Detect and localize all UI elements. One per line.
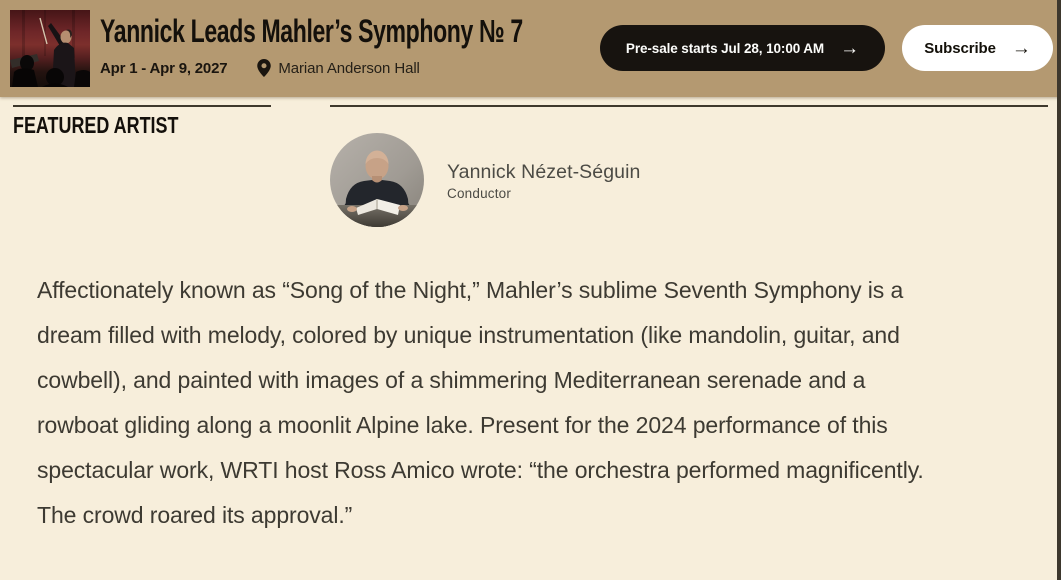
window-edge xyxy=(1057,0,1061,580)
conductor-photo-thumbnail xyxy=(10,10,90,87)
arrow-right-icon: → xyxy=(840,37,860,59)
description-line: cowbell), and painted with images of a shimmering Mediterranean serenade and a xyxy=(37,367,866,393)
description-line: Affectionately known as “Song of the Night,” Mahler’s sublime Seventh Symphony is a xyxy=(37,277,904,303)
event-header xyxy=(0,0,1061,97)
section-divider-right xyxy=(330,105,1048,107)
description-line: dream filled with melody, colored by unique instrumentation (like mandolin, guitar, and xyxy=(37,322,900,348)
description-line: spectacular work, WRTI host Ross Amico wrote: “the orchestra performed magnificently. xyxy=(37,457,924,483)
artist-name: Yannick Nézet-Séguin xyxy=(447,161,641,183)
subscribe-button[interactable] xyxy=(902,25,1053,71)
event-title: Yannick Leads Mahler’s Symphony № 7 xyxy=(100,13,523,49)
description-line: rowboat gliding along a moonlit Alpine lake. Present for the 2024 performance of this xyxy=(37,412,888,438)
subscribe-button-label: Subscribe xyxy=(924,39,996,57)
event-venue: Marian Anderson Hall xyxy=(278,59,420,77)
description-line: The crowd roared its approval.” xyxy=(37,502,353,528)
location-pin-icon xyxy=(257,59,271,77)
event-meta-row xyxy=(100,59,420,77)
event-dates: Apr 1 - Apr 9, 2027 xyxy=(100,59,228,77)
section-divider-left xyxy=(13,105,271,107)
event-thumbnail xyxy=(10,10,90,87)
arrow-right-icon: → xyxy=(1011,37,1031,59)
presale-button-label: Pre-sale starts Jul 28, 10:00 AM xyxy=(625,40,825,56)
artist-role: Conductor xyxy=(447,186,512,201)
presale-button[interactable] xyxy=(600,25,885,71)
featured-artist-heading: FEATURED ARTIST xyxy=(13,112,179,138)
event-description xyxy=(37,268,1027,538)
event-venue-group xyxy=(257,59,419,77)
artist-avatar xyxy=(330,133,424,227)
artist-portrait xyxy=(330,133,424,227)
